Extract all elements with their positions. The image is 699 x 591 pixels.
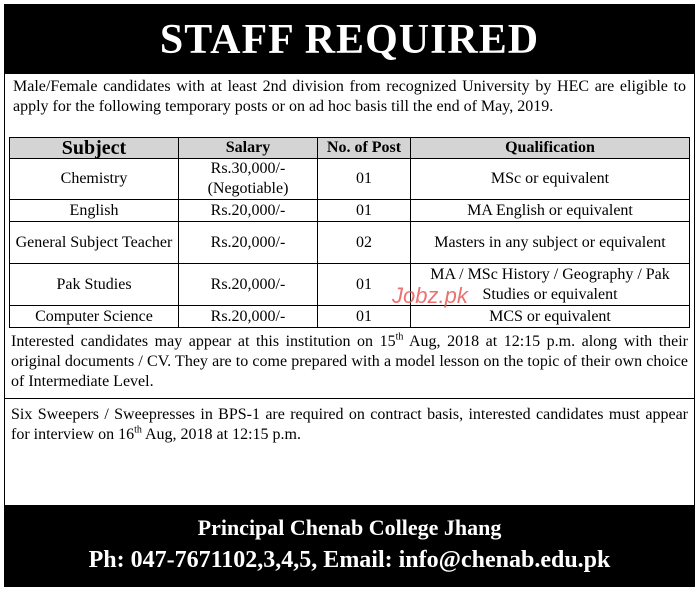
cell-posts: 02 (318, 222, 411, 264)
table-row (10, 159, 690, 200)
cell-salary: Rs.20,000/- (179, 264, 318, 306)
cell-subject: Chemistry (10, 159, 179, 200)
cell-subject: Computer Science (10, 306, 179, 328)
contact-footer (5, 505, 694, 586)
header-qualification: Qualification (411, 138, 690, 159)
cell-salary: Rs.20,000/- (179, 306, 318, 328)
cell-qualification: MA / MSc History / Geography / Pak Studies or equivalent (411, 264, 690, 306)
footer-contact: Ph: 047-7671102,3,4,5, Email: info@chenab.edu.pk (88, 547, 611, 573)
vacancy-table (9, 137, 690, 328)
footer-institution: Principal Chenab College Jhang (197, 515, 502, 540)
cell-posts: 01 (318, 159, 411, 200)
cell-qualification: MCS or equivalent (411, 306, 690, 328)
cell-qualification: MA English or equivalent (411, 200, 690, 222)
cell-posts: 01 (318, 306, 411, 328)
header-salary: Salary (179, 138, 318, 159)
cell-posts: 01 (318, 200, 411, 222)
cell-salary: Rs.30,000/- (Negotiable) (179, 159, 318, 200)
cell-salary: Rs.20,000/- (179, 200, 318, 222)
header-subject: Subject (10, 138, 179, 159)
sweepers-notice: Six Sweepers / Sweepresses in BPS-1 are required on contract basis, interested candidates must appear for interview on 16th Aug, 2018 at 12:15 p.m. (11, 406, 688, 443)
cell-subject: General Subject Teacher (10, 222, 179, 264)
cell-subject: Pak Studies (10, 264, 179, 306)
header-posts: No. of Post (318, 138, 411, 159)
interview-notice: Interested candidates may appear at this institution on 15th Aug, 2018 at 12:15 p.m. along with their original documents / CV. They are to come prepared with a model lesson on the topic of their own choice of Intermediate Level. (5, 328, 694, 399)
table-row (10, 264, 690, 306)
table-row (10, 200, 690, 222)
job-advertisement (4, 4, 695, 587)
cell-qualification: Masters in any subject or equivalent (411, 222, 690, 264)
table-row (10, 222, 690, 264)
cell-qualification: MSc or equivalent (411, 159, 690, 200)
ad-title: STAFF REQUIRED (5, 5, 694, 74)
intro-paragraph: Male/Female candidates with at least 2nd division from recognized University by HEC are eligible to apply for the following temporary posts or on ad hoc basis till the end of May, 2019. (13, 78, 686, 115)
table-header-row (10, 138, 690, 159)
cell-salary: Rs.20,000/- (179, 222, 318, 264)
watermark: Jobz.pk (392, 283, 468, 308)
table-row (10, 306, 690, 328)
cell-subject: English (10, 200, 179, 222)
cell-posts: 01 (318, 264, 411, 306)
